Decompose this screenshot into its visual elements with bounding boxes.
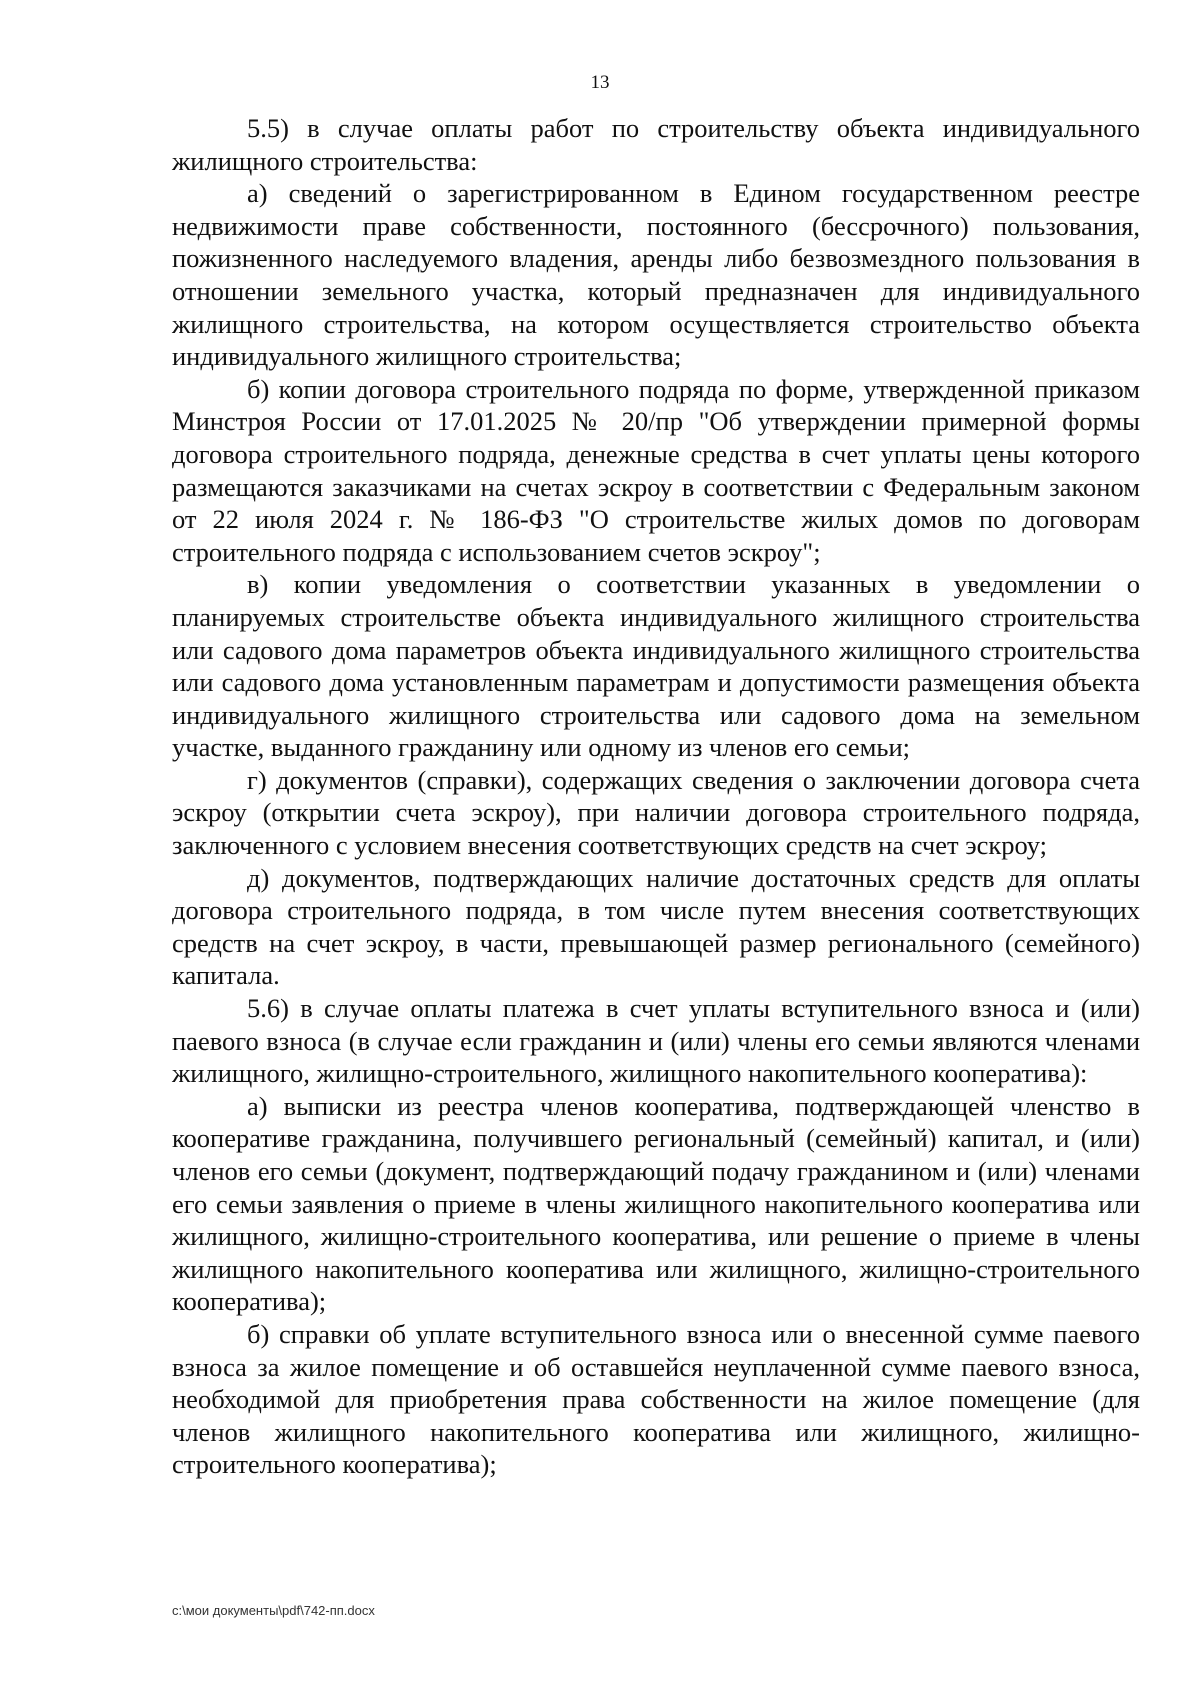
paragraph-5-5-d: д) документов, подтверждающих наличие достаточных средств для оплаты договора строительного подряда, в том числе путем внесения соответствующих средств на счет эскроу, в части, превышающей размер регионального (семейного) капитала.: [172, 862, 1140, 991]
paragraph-5-5-g: г) документов (справки), содержащих сведения о заключении договора счета эскроу (открытии счета эскроу), при наличии договора строительного подряда, заключенного с условием внесения соответствующих средств на счет эскроу;: [172, 764, 1140, 861]
paragraph-5-5-v: в) копии уведомления о соответствии указанных в уведомлении о планируемых строительстве объекта индивидуального жилищного строительства или садового дома параметров объекта индивидуального жилищного строительства или садового дома установленным параметрам и допустимости размещения объекта индивидуального жилищного строительства или садового дома на земельном участке, выданного гражданину или одному из членов его семьи;: [172, 569, 1140, 763]
paragraph-5-6: 5.6) в случае оплаты платежа в счет уплаты вступительного взноса и (или) паевого взноса (в случае если гражданин и (или) члены его семьи являются членами жилищного, жилищно-строительного, жилищного накопительного кооператива):: [172, 993, 1140, 1089]
paragraph-5-5-a: а) сведений о зарегистрированном в Едином государственном реестре недвижимости праве собственности, постоянного (бессрочного) пользования, пожизненного наследуемого владения, аренды либо безвозмездного пользования в отношении земельного участка, который предназначен для индивидуального жилищного строительства, на котором осуществляется строительство объекта индивидуального жилищного строительства;: [172, 178, 1140, 372]
paragraph-5-6-b: б) справки об уплате вступительного взноса или о внесенной сумме паевого взноса за жилое помещение и об оставшейся неуплаченной сумме паевого взноса, необходимой для приобретения права собственности на жилое помещение (для членов жилищного накопительного кооператива или жилищного, жилищно-строительного кооператива);: [172, 1318, 1140, 1480]
paragraph-5-6-a: а) выписки из реестра членов кооператива, подтверждающей членство в кооперативе гражданина, получившего региональный (семейный) капитал, и (или) членов его семьи (документ, подтверждающий подачу гражданином и (или) членами его семьи заявления о приеме в члены жилищного накопительного кооператива или жилищного, жилищно-строительного кооператива, или решение о приеме в члены жилищного накопительного кооператива или жилищного, жилищно-строительного кооператива);: [172, 1090, 1140, 1317]
paragraph-5-5-b: б) копии договора строительного подряда по форме, утвержденной приказом Минстроя России от 17.01.2025 № 20/пр "Об утверждении примерной формы договора строительного подряда, денежные средства в счет уплаты цены которого размещаются заказчиками на счетах эскроу в соответствии с Федеральным законом от 22 июля 2024 г. № 186-ФЗ "О строительстве жилых домов по договорам строительного подряда с использованием счетов эскроу";: [172, 373, 1140, 567]
document-body: [172, 112, 1140, 1481]
paragraph-5-5: 5.5) в случае оплаты работ по строительству объекта индивидуального жилищного строительства:: [172, 113, 1140, 176]
footer-file-path: c:\мои документы\pdf\742-пп.docx: [172, 1603, 375, 1618]
page-number: 13: [590, 72, 610, 93]
